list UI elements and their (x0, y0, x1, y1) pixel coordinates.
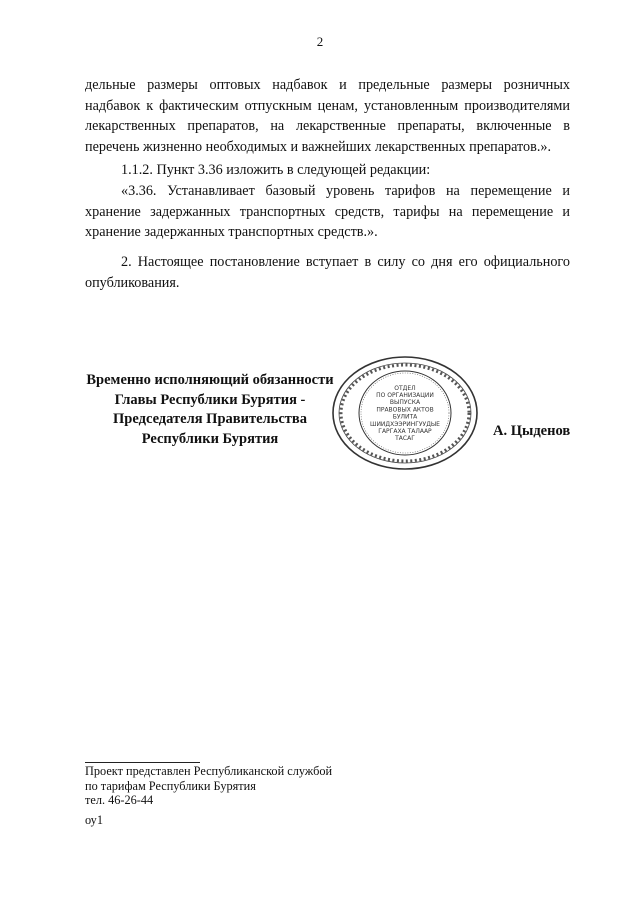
seal-text-line: ВЫПУСКА (389, 399, 421, 407)
seal-text-line: ТАСАГ (395, 435, 415, 443)
signatory-name: А. Цыденов (493, 423, 571, 439)
seal-text-line: ГАРГАХА ТАЛААР (378, 428, 432, 435)
seal-text-line: ОТДЕЛ (394, 384, 416, 392)
seal-text-line: БУЛИТА (392, 413, 418, 421)
paragraph-effective-date: 2. Настоящее постановление вступает в силу со дня его официального опубликования. (85, 254, 570, 291)
page-number: 2 (316, 34, 324, 49)
paragraph-continuation: дельные размеры оптовых надбавок и предельные размеры розничных надбавок к фактическим отпускным ценам, установленным производителями лекарственных препаратов, на лекарственные препараты, включенные в перечень жизненно необходимых и важнейших лекарственных препаратов.». (85, 77, 570, 155)
paragraph-item-1-1-2: 1.1.2. Пункт 3.36 изложить в следующей редакции: (121, 162, 431, 178)
paragraph-quote-3-36: «3.36. Устанавливает базовый уровень тарифов на перемещение и хранение задержанных транспортных средств, тарифы на перемещение и хранение задержанных транспортных средств.». (85, 183, 570, 240)
signatory-title-line: Временно исполняющий обязанности (86, 372, 334, 388)
footer-note (85, 764, 332, 808)
signatory-title-line: Главы Республики Бурятия - (114, 391, 306, 408)
footer-line: тел. 46-26-44 (85, 793, 154, 807)
seal-text-line: ПО ОРГАНИЗАЦИИ (376, 392, 434, 399)
footer-line: Проект представлен Республиканской службой (85, 764, 333, 778)
document-code: оу1 (85, 813, 103, 827)
official-seal (330, 354, 480, 472)
seal-text-line: ПРАВОВЫХ АКТОВ (376, 406, 434, 414)
footer-divider (85, 762, 200, 763)
footer-line: по тарифам Республики Бурятия (85, 778, 256, 793)
signatory-title (70, 371, 350, 449)
seal-text-line: ШИИДХЭЭРИНГУУДЫЕ (370, 420, 440, 428)
signatory-title-line: Республики Бурятия (141, 430, 279, 447)
signatory-title-line: Председателя Правительства (113, 411, 307, 427)
